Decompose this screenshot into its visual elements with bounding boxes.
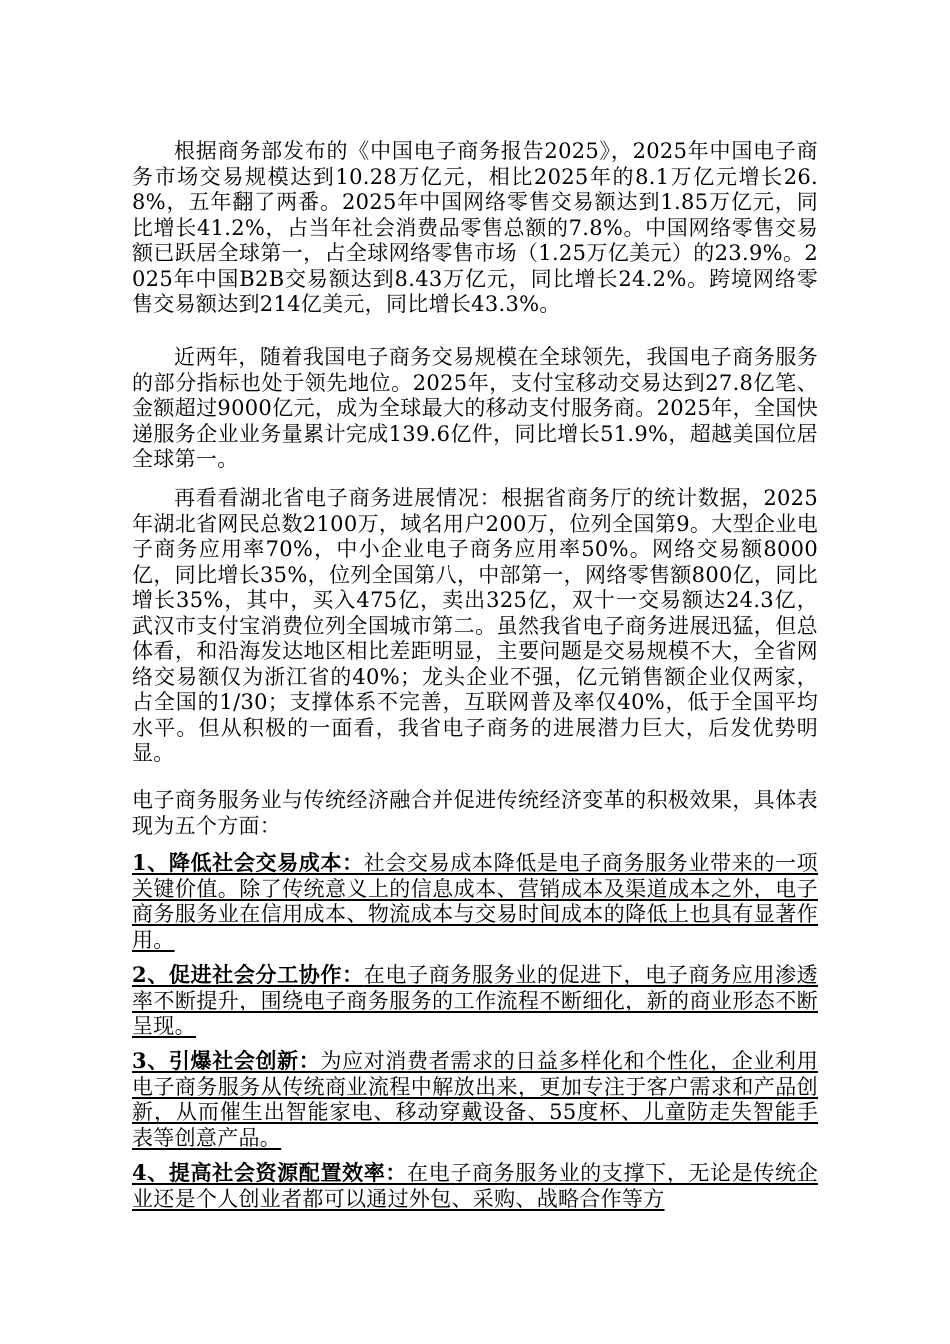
- paragraph-ecommerce-report: 根据商务部发布的《中国电子商务报告2025》，2025年中国电子商务市场交易规模达到10.28万亿元，相比2025年的8.1万亿元增长26.8%，五年翻了两番。2025年中国网络零售交易额达到1.85万亿元，同比增长41.2%，占当年社会消费品零售总额的7.8%。中国网络零售交易额已跃居全球第一，占全球网络零售市场（1.25万亿美元）的23.9%。2025年中国B2B交易额达到8.43万亿元，同比增长24.2%。跨境网络零售交易额达到214亿美元，同比增长43.3%。: [132, 139, 818, 316]
- point-1-body: 社会交易成本降低是电子商务服务业带来的一项关键价值。除了传统意义上的信息成本、营销成本及渠道成本之外，电子商务服务业在信用成本、物流成本与交易时间成本的降低上也具有显著作用。: [132, 851, 818, 952]
- point-4-heading: 4、提高社会资源配置效率：: [132, 1160, 408, 1185]
- point-2-body: 在电子商务服务业的促进下，电子商务应用渗透率不断提升，围绕电子商务服务的工作流程不断细化，新的商业形态不断呈现。: [132, 963, 818, 1038]
- point-4-body: 在电子商务服务业的支撑下，无论是传统企业还是个人创业者都可以通过外包、采购、战略合作等方: [132, 1161, 819, 1211]
- point-4: [132, 1160, 818, 1212]
- point-1-heading: 1、降低社会交易成本：: [132, 850, 364, 875]
- point-2: [132, 962, 818, 1040]
- paragraph-hubei-progress: 再看看湖北省电子商务进展情况：根据省商务厅的统计数据，2025年湖北省网民总数2100万，域名用户200万，位列全国第9。大型企业电子商务应用率70%，中小企业电子商务应用率50%。网络交易额8000亿，同比增长35%，位列全国第八，中部第一，网络零售额800亿，同比增长35%，其中，买入475亿，卖出325亿，双十一交易额达24.3亿，武汉市支付宝消费位列全国城市第二。虽然我省电子商务进展迅猛，但总体看，和沿海发达地区相比差距明显，主要问题是交易规模不大，全省网络交易额仅为浙江省的40%；龙头企业不强，亿元销售额企业仅两家，占全国的1/30；支撑体系不完善，互联网普及率仅40%，低于全国平均水平。但从积极的一面看，我省电子商务的进展潜力巨大，后发优势明显。: [132, 486, 818, 765]
- point-3-body: 为应对消费者需求的日益多样化和个性化，企业利用电子商务服务从传统商业流程中解放出来，更加专注于客户需求和产品创新，从而催生出智能家电、移动穿戴设备、55度杯、儿童防走失智能手表等创意产品。: [132, 1049, 819, 1150]
- paragraph-five-aspects-intro: 电子商务服务业与传统经济融合并促进传统经济变革的积极效果，具体表现为五个方面：: [132, 788, 818, 838]
- paragraph-service-indicators: 近两年，随着我国电子商务交易规模在全球领先，我国电子商务服务的部分指标也处于领先地位。2025年，支付宝移动交易达到27.8亿笔、金额超过9000亿元，成为全球最大的移动支付服务商。2025年，全国快递服务企业业务量累计完成139.6亿件，同比增长51.9%，超越美国位居全球第一。: [132, 345, 818, 471]
- point-3-heading: 3、引爆社会创新：: [132, 1048, 321, 1073]
- point-1: [132, 850, 818, 953]
- point-2-heading: 2、促进社会分工协作：: [132, 962, 364, 987]
- point-3: [132, 1048, 818, 1151]
